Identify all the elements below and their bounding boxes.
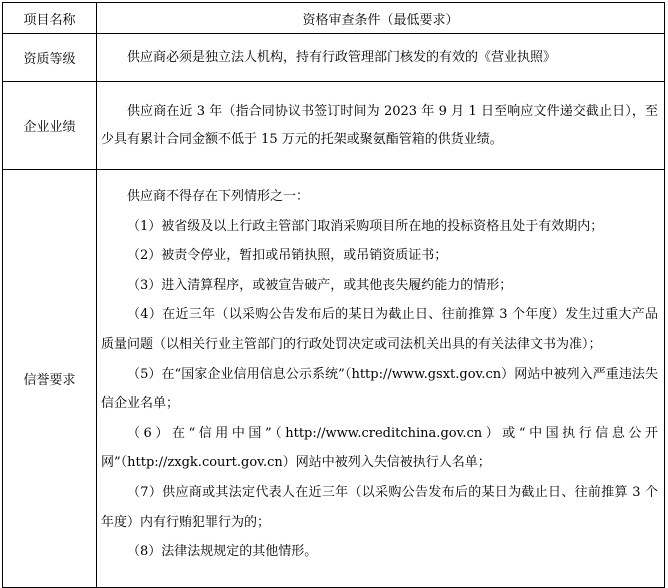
table-row <box>3 34 665 82</box>
condition-text: 供应商不得存在下列情形之一： <box>127 189 310 204</box>
condition-item: （1）被省级及以上行政主管部门取消采购项目所在地的投标资格且处于有效期内； <box>127 218 604 234</box>
condition-item: （4）在近三年（以采购公告发布后的某日为截止日、往前推算 3 个年度）发生过重大产品质量问题（以相关行业主管部门的行政处罚决定或司法机关出具的有关法律文书为准）； <box>101 307 658 352</box>
condition-item: （6）在“信用中国”（http://www.creditchina.gov.cn）或“中国执行信息公开网”（http://zxgk.court.gov.cn）网站中被列入失信被执行人名单； <box>101 425 658 471</box>
condition-item: （2）被责令停业，暂扣或吊销执照，或吊销资质证书； <box>127 248 448 264</box>
condition-item: （5）在“国家企业信用信息公示系统”（http://www.gsxt.gov.cn）网站中被列入严重违法失信企业名单； <box>101 366 658 412</box>
row-conditions <box>97 170 665 588</box>
header-conditions: 资格审查条件（最低要求） <box>97 3 665 34</box>
row-name-performance: 企业业绩 <box>3 82 97 170</box>
condition-item: （8）法律法规规定的其他情形。 <box>127 544 318 560</box>
table-row <box>3 170 665 588</box>
condition-item: （7）供应商或其法定代表人在近三年（以采购公告发布后的某日为截止日、往前推算 3 个年度）内有行贿犯罪行为的； <box>101 484 658 530</box>
table-row <box>3 82 665 170</box>
row-name-credit: 信誉要求 <box>3 170 97 588</box>
qualification-table <box>2 2 665 588</box>
condition-text: 供应商在近 3 年（指合同协议书签订时间为 2023 年 9 月 1 日至响应文件递交截止日），至少具有累计合同金额不低于 15 万元的托架或聚氨酯管箱的供货业绩。 <box>101 103 658 147</box>
row-conditions <box>97 34 665 82</box>
row-name-qualification-level: 资质等级 <box>3 34 97 82</box>
row-conditions <box>97 82 665 170</box>
condition-item: （3）进入清算程序，或被宣告破产，或其他丧失履约能力的情形； <box>127 277 513 293</box>
header-item-name: 项目名称 <box>3 3 97 34</box>
condition-text: 供应商必须是独立法人机构，持有行政管理部门核发的有效的《营业执照》 <box>127 49 557 65</box>
table-header-row <box>3 3 665 34</box>
